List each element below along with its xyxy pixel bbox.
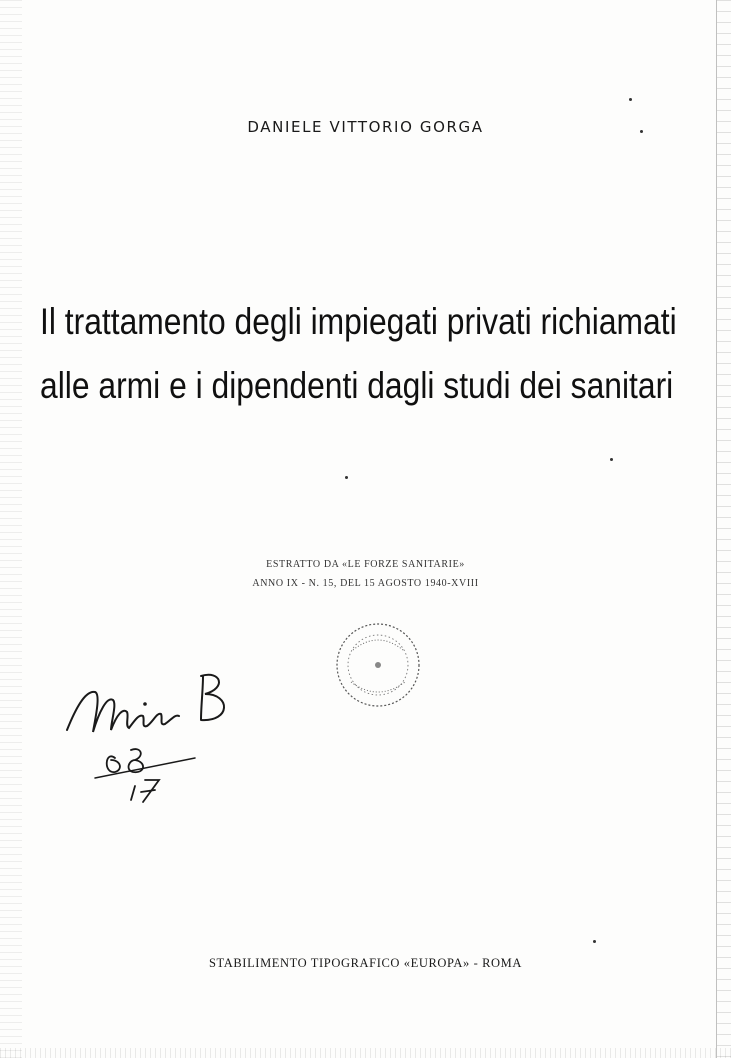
scan-speck <box>640 130 643 133</box>
handwritten-shelfmark <box>55 650 255 810</box>
scan-edge-bottom <box>0 1048 731 1058</box>
document-title <box>40 290 677 418</box>
scan-speck <box>345 476 348 479</box>
scan-edge-left <box>0 0 22 1058</box>
author-name: DANIELE VITTORIO GORGA <box>247 118 484 136</box>
scan-edge-right <box>716 0 731 1058</box>
extract-line-2: ANNO IX - N. 15, DEL 15 AGOSTO 1940-XVIII <box>252 578 479 589</box>
scan-speck <box>629 98 632 101</box>
scan-speck <box>593 940 596 943</box>
library-stamp-icon <box>333 620 423 710</box>
title-line-1: Il trattamento degli impiegati privati richiamati <box>40 301 677 342</box>
title-line-2: alle armi e i dipendenti dagli studi dei sanitari <box>40 365 674 406</box>
extract-line-1: ESTRATTO DA «LE FORZE SANITARIE» <box>266 559 465 570</box>
scan-speck <box>610 458 613 461</box>
extract-note <box>0 555 731 593</box>
printer-imprint: STABILIMENTO TIPOGRAFICO «EUROPA» - ROMA <box>208 956 523 970</box>
